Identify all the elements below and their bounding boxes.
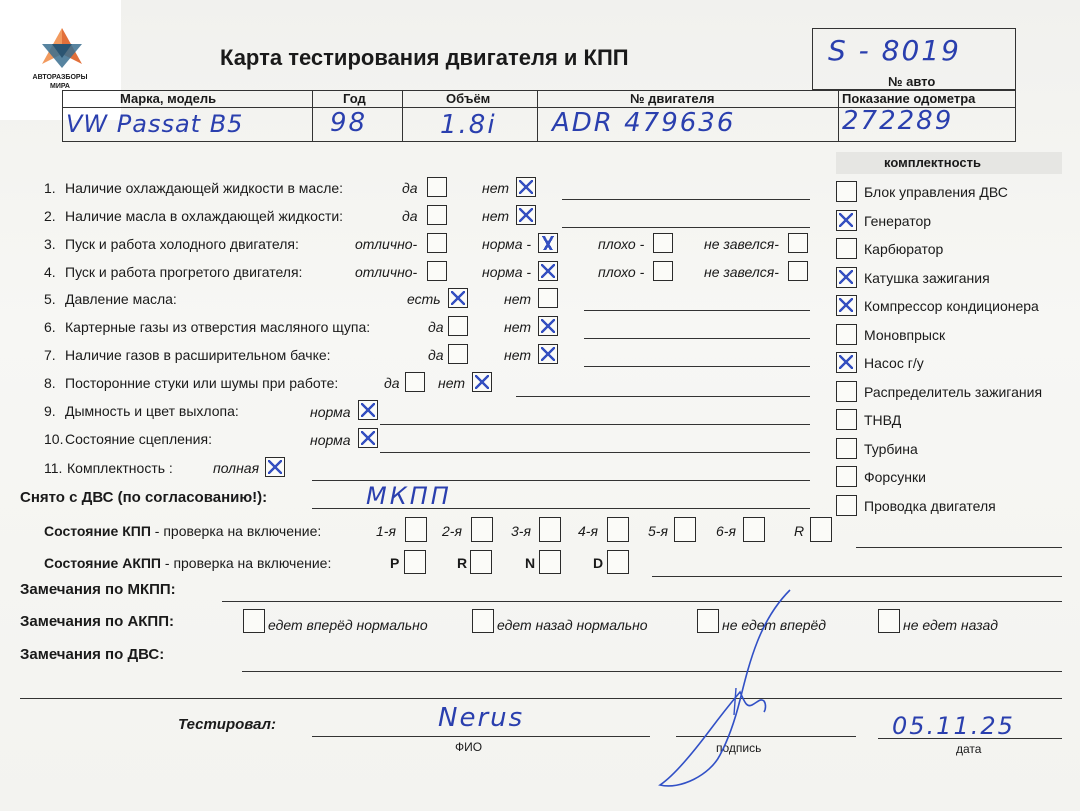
akpp-no-forward-label: не едет вперёд (722, 617, 827, 633)
check-8-number: 8. (44, 375, 56, 391)
completeness-box-9[interactable] (836, 409, 857, 430)
check-3-opt-no-start: не завелся- (704, 236, 779, 252)
akpp-position-label-3: N (525, 555, 536, 571)
check-11-opt-full: полная (213, 460, 260, 476)
check-6-opt-no: нет (504, 319, 531, 335)
mkpp-gear-label-6: 6-я (716, 523, 736, 539)
check-5-label: Давление масла: (65, 291, 177, 307)
mkpp-gear-box-7[interactable] (810, 517, 832, 542)
mkpp-gear-label-1: 1-я (376, 523, 396, 539)
akpp-position-label-1: P (390, 555, 400, 571)
mkpp-gear-box-6[interactable] (743, 517, 765, 542)
check-5-opt-yes: есть (407, 291, 441, 307)
akpp-state-label: Состояние АКПП - проверка на включение: (44, 555, 332, 571)
mkpp-gear-label-4: 4-я (578, 523, 598, 539)
volume-header: Объём (446, 91, 491, 106)
check-9-normal-box[interactable] (358, 400, 378, 420)
mkpp-gear-box-5[interactable] (674, 517, 696, 542)
check-4-excellent-box[interactable] (427, 261, 447, 281)
check-1-opt-yes: да (402, 180, 418, 196)
check-11-full-box[interactable] (265, 457, 285, 477)
completeness-box-10[interactable] (836, 438, 857, 459)
check-1-opt-no: нет (482, 180, 509, 196)
check-2-yes-box[interactable] (427, 205, 447, 225)
check-1-yes-box[interactable] (427, 177, 447, 197)
mkpp-gear-box-4[interactable] (607, 517, 629, 542)
completeness-label-10: Турбина (864, 441, 918, 457)
car-number-value: S - 8019 (828, 34, 961, 67)
volume-value: 1.8і (440, 110, 497, 140)
completeness-label-12: Проводка двигателя (864, 498, 996, 514)
year-value: 98 (330, 108, 368, 138)
date-value: 05.11.25 (892, 712, 1015, 740)
remarks-mkpp-label: Замечания по МКПП: (20, 581, 176, 598)
odometer-header: Показание одометра (842, 91, 976, 106)
engine-no-value: ADR 479636 (552, 108, 736, 138)
check-9-opt-normal: норма (310, 404, 351, 420)
check-8-opt-no: нет (438, 375, 465, 391)
year-header: Год (343, 91, 366, 106)
check-4-number: 4. (44, 264, 56, 280)
check-3-excellent-box[interactable] (427, 233, 447, 253)
check-6-label: Картерные газы из отверстия масляного щупа: (65, 319, 371, 335)
completeness-label-3: Карбюратор (864, 241, 944, 257)
completeness-box-11[interactable] (836, 466, 857, 487)
check-8-no-box[interactable] (472, 372, 492, 392)
check-6-yes-box[interactable] (448, 316, 468, 336)
check-2-label: Наличие масла в охлаждающей жидкости: (65, 208, 344, 224)
check-9-number: 9. (44, 403, 56, 419)
mkpp-gear-box-3[interactable] (539, 517, 561, 542)
completeness-box-8[interactable] (836, 381, 857, 402)
tested-by-label: Тестировал: (178, 716, 276, 733)
completeness-label-1: Блок управления ДВС (864, 184, 1008, 200)
akpp-position-label-2: R (457, 555, 468, 571)
check-10-number: 10. (44, 431, 64, 447)
check-8-opt-yes: да (384, 375, 400, 391)
remarks-akpp-label: Замечания по АКПП: (20, 613, 174, 630)
check-4-label: Пуск и работа прогретого двигателя: (65, 264, 303, 280)
completeness-box-2[interactable] (836, 210, 857, 231)
mkpp-gear-box-2[interactable] (471, 517, 493, 542)
remarks-dvs-label: Замечания по ДВС: (20, 646, 165, 663)
completeness-label-5: Компрессор кондиционера (864, 298, 1039, 314)
check-2-number: 2. (44, 208, 56, 224)
check-3-no-start-box[interactable] (788, 233, 808, 253)
check-3-opt-bad: плохо - (598, 236, 645, 252)
check-7-label: Наличие газов в расширительном бачке: (65, 347, 331, 363)
akpp-back-ok-box[interactable] (472, 609, 494, 633)
odometer-value: 272289 (842, 106, 954, 136)
mkpp-gear-label-5: 5-я (648, 523, 668, 539)
check-9-label: Дымность и цвет выхлопа: (65, 403, 239, 419)
check-11-label: Комплектность : (67, 460, 173, 476)
check-7-yes-box[interactable] (448, 344, 468, 364)
check-6-no-box[interactable] (538, 316, 558, 336)
akpp-position-box-4[interactable] (607, 550, 629, 574)
check-1-label: Наличие охлаждающей жидкости в масле: (65, 180, 344, 196)
completeness-box-12[interactable] (836, 495, 857, 516)
check-2-opt-yes: да (402, 208, 418, 224)
check-3-opt-normal: норма - (482, 236, 532, 252)
completeness-box-3[interactable] (836, 238, 857, 259)
completeness-label-11: Форсунки (864, 469, 926, 485)
logo-text-line2: МИРА (50, 83, 70, 90)
check-6-number: 6. (44, 319, 56, 335)
fio-label: ФИО (455, 740, 483, 754)
akpp-position-box-1[interactable] (404, 550, 426, 574)
make-model-header: Марка, модель (120, 91, 217, 106)
completeness-label-7: Насос г/у (864, 355, 924, 371)
check-5-opt-no: нет (504, 291, 531, 307)
car-number-label: № авто (888, 74, 936, 89)
check-5-no-box[interactable] (538, 288, 558, 308)
check-7-opt-no: нет (504, 347, 531, 363)
check-3-normal-box[interactable] (538, 233, 558, 253)
check-7-opt-yes: да (428, 347, 444, 363)
akpp-no-back-label: не едет назад (903, 617, 998, 633)
mkpp-gear-label-3: 3-я (511, 523, 531, 539)
handwritten-signature (640, 580, 810, 791)
completeness-label-8: Распределитель зажигания (864, 384, 1043, 400)
check-4-normal-box[interactable] (538, 261, 558, 281)
date-label: дата (956, 742, 982, 756)
check-3-bad-box[interactable] (653, 233, 673, 253)
check-4-bad-box[interactable] (653, 261, 673, 281)
check-10-opt-normal: норма (310, 432, 351, 448)
signature-label: подпись (716, 741, 762, 755)
akpp-position-box-2[interactable] (470, 550, 492, 574)
logo-text-line1: АВТОРАЗБОРЫ (32, 74, 88, 81)
akpp-back-ok-label: едет назад нормально (497, 617, 648, 633)
check-1-no-box[interactable] (516, 177, 536, 197)
check-4-no-start-box[interactable] (788, 261, 808, 281)
check-8-label: Посторонние стуки или шумы при работе: (65, 375, 339, 391)
mkpp-state-label: Состояние КПП - проверка на включение: (44, 523, 322, 539)
removed-label: Снято с ДВС (по согласованию!): (20, 489, 268, 506)
completeness-box-5[interactable] (836, 295, 857, 316)
check-2-no-box[interactable] (516, 205, 536, 225)
completeness-label-4: Катушка зажигания (864, 270, 990, 286)
completeness-heading: комплектность (884, 155, 981, 170)
check-3-number: 3. (44, 236, 56, 252)
engine-no-header: № двигателя (630, 91, 715, 106)
completeness-label-2: Генератор (864, 213, 932, 229)
check-4-opt-bad: плохо - (598, 264, 645, 280)
completeness-label-9: ТНВД (864, 412, 902, 428)
mkpp-gear-label-2: 2-я (442, 523, 462, 539)
check-4-opt-normal: норма - (482, 264, 532, 280)
completeness-box-7[interactable] (836, 352, 857, 373)
check-10-label: Состояние сцепления: (65, 431, 212, 447)
make-model-value: VW Passat B5 (66, 110, 244, 138)
check-5-number: 5. (44, 291, 56, 307)
check-4-opt-excellent: отлично- (355, 264, 418, 280)
page-title: Карта тестирования двигателя и КПП (220, 45, 629, 70)
completeness-box-6[interactable] (836, 324, 857, 345)
check-1-number: 1. (44, 180, 56, 196)
check-3-opt-excellent: отлично- (355, 236, 418, 252)
check-4-opt-no-start: не завелся- (704, 264, 779, 280)
check-7-no-box[interactable] (538, 344, 558, 364)
check-6-opt-yes: да (428, 319, 444, 335)
tester-name: Nerus (438, 703, 525, 733)
completeness-label-6: Моновпрыск (864, 327, 946, 343)
check-5-yes-box[interactable] (448, 288, 468, 308)
check-11-number: 11. (44, 460, 63, 476)
completeness-box-4[interactable] (836, 267, 857, 288)
mkpp-gear-label-7: R (794, 523, 805, 539)
akpp-position-label-4: D (593, 555, 604, 571)
akpp-position-box-3[interactable] (539, 550, 561, 574)
akpp-forward-ok-box[interactable] (243, 609, 265, 633)
mkpp-gear-box-1[interactable] (405, 517, 427, 542)
check-8-yes-box[interactable] (405, 372, 425, 392)
akpp-forward-ok-label: едет вперёд нормально (268, 617, 428, 633)
check-10-normal-box[interactable] (358, 428, 378, 448)
check-2-opt-no: нет (482, 208, 509, 224)
check-7-number: 7. (44, 347, 56, 363)
check-3-label: Пуск и работа холодного двигателя: (65, 236, 299, 252)
logo-star-icon (38, 26, 86, 70)
completeness-box-1[interactable] (836, 181, 857, 202)
akpp-no-back-box[interactable] (878, 609, 900, 633)
removed-value: МКПП (366, 482, 452, 510)
